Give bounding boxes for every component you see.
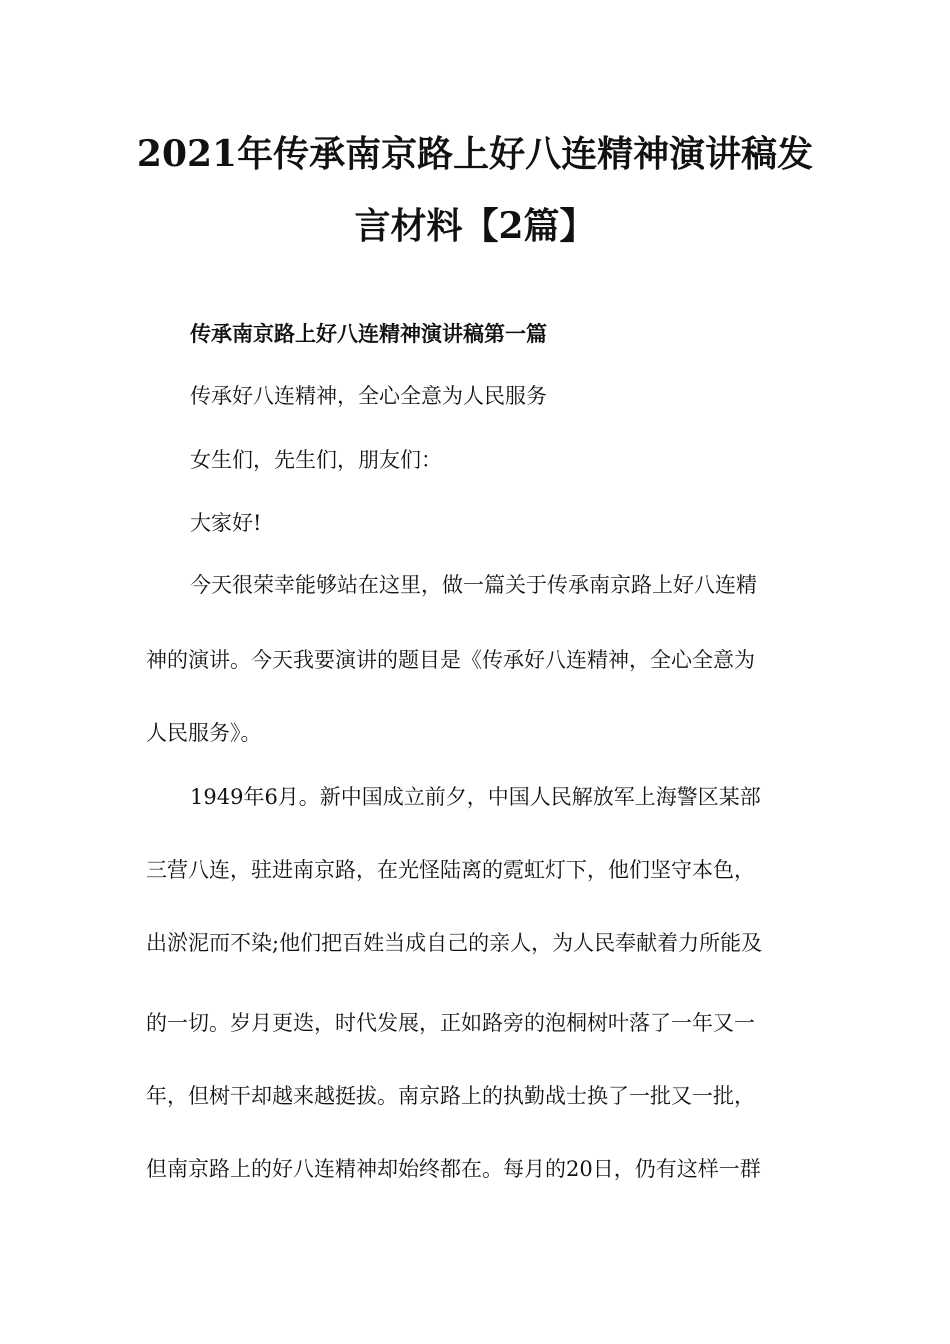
paragraph-2-line-6: 但南京路上的好八连精神却始终都在。每月的20日，仍有这样一群	[146, 1157, 761, 1181]
paragraph-2-line-5: 年，但树干却越来越挺拔。南京路上的执勤战士换了一批又一批，	[146, 1084, 755, 1108]
paragraph-2-line-4: 的一切。岁月更迭，时代发展，正如路旁的泡桐树叶落了一年又一	[146, 1011, 755, 1035]
salutation: 女生们，先生们，朋友们：	[190, 448, 442, 472]
paragraph-2-line-3: 出淤泥而不染;他们把百姓当成自己的亲人，为人民奉献着力所能及	[146, 931, 763, 955]
paragraph-2-line-1: 1949年6月。新中国成立前夕，中国人民解放军上海警区某部	[190, 785, 761, 809]
paragraph-2-line-2: 三营八连，驻进南京路，在光怪陆离的霓虹灯下，他们坚守本色，	[146, 858, 755, 882]
document-title-line-2: 言材料【2篇】	[354, 205, 596, 247]
paragraph-1-line-2: 神的演讲。今天我要演讲的题目是《传承好八连精神，全心全意为	[146, 648, 755, 672]
paragraph-1-line-3: 人民服务》。	[146, 721, 262, 745]
speech-title: 传承好八连精神，全心全意为人民服务	[190, 384, 547, 408]
paragraph-1-line-1: 今天很荣幸能够站在这里，做一篇关于传承南京路上好八连精	[190, 573, 757, 597]
document-title-line-1: 2021年传承南京路上好八连精神演讲稿发	[136, 133, 814, 175]
greeting: 大家好!	[190, 511, 262, 535]
section-heading: 传承南京路上好八连精神演讲稿第一篇	[190, 321, 547, 346]
